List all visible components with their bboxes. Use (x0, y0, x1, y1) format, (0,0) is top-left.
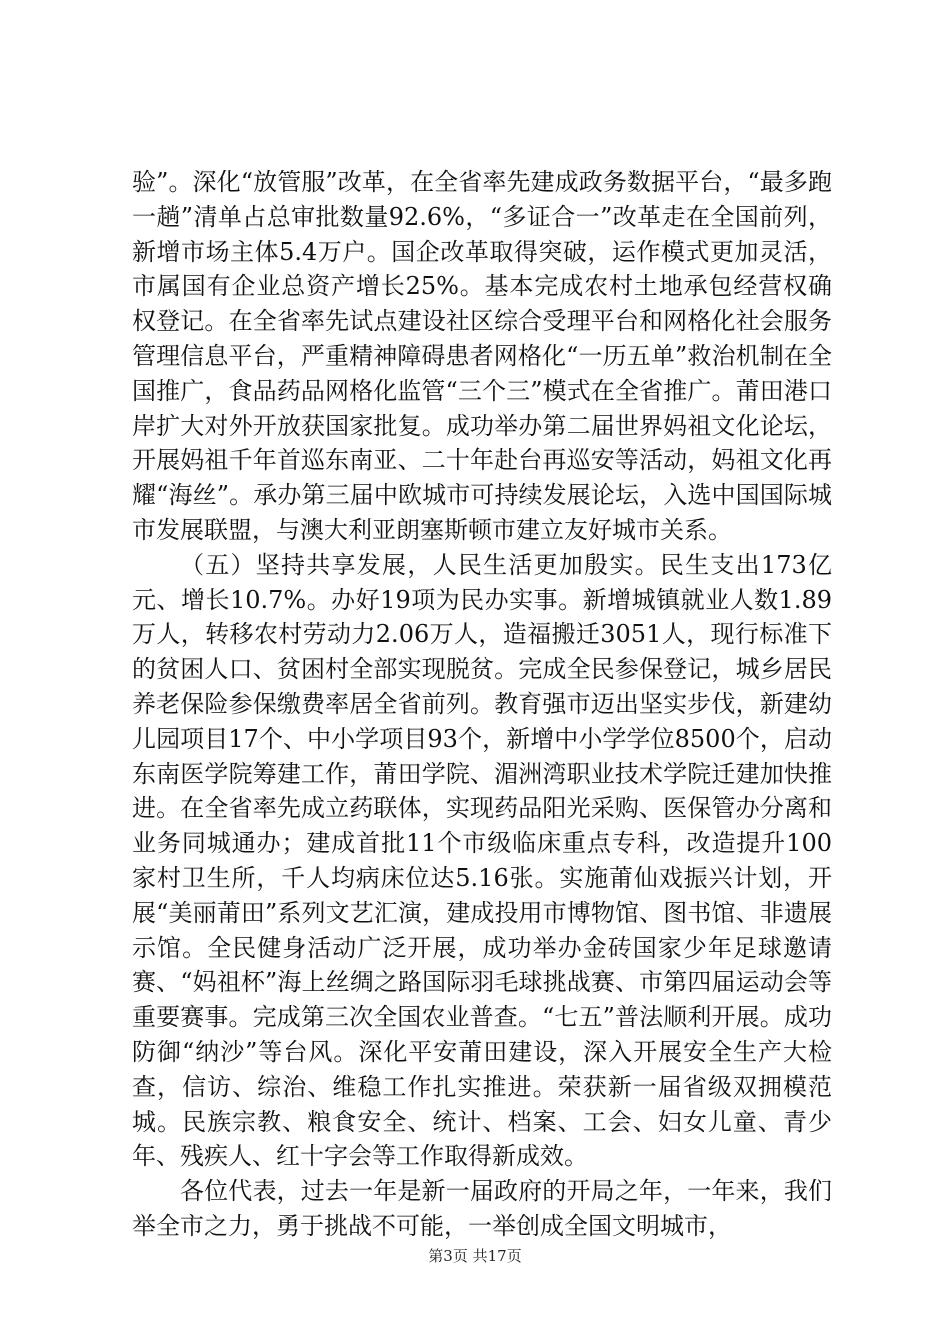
paragraph-reform: 验”。深化“放管服”改革，在全省率先建成政务数据平台，“最多跑一趟”清单占总审批数量92.6%，“多证合一”改革走在全国前列，新增市场主体5.4万户。国企改革取得突破，运作模式更加灵活，市属国有企业总资产增长25%。基本完成农村土地承包经营权确权登记。在全省率先试点建设社区综合受理平台和网格化社会服务管理信息平台，严重精神障碍患者网格化“一历五单”救治机制在全国推广，食品药品网格化监管“三个三”模式在全省推广。莆田港口岸扩大对外开放获国家批复。成功举办第二届世界妈祖文化论坛，开展妈祖千年首巡东南亚、二十年赴台再巡安等活动，妈祖文化再耀“海丝”。承办第三届中欧城市可持续发展论坛，入选中国国际城市发展联盟，与澳大利亚朗塞斯顿市建立友好城市关系。 (132, 168, 832, 544)
paragraph-shared-development: （五）坚持共享发展，人民生活更加殷实。民生支出173亿元、增长10.7%。办好19项为民办实事。新增城镇就业人数1.89万人，转移农村劳动力2.06万人，造福搬迁3051人，现行标准下的贫困人口、贫困村全部实现脱贫。完成全民参保登记，城乡居民养老保险参保缴费率居全省前列。教育强市迈出坚实步伐，新建幼儿园项目17个、中小学项目93个，新增中小学学位8500个，启动东南医学院筹建工作，莆田学院、湄洲湾职业技术学院迁建加快推进。在全省率先成立药联体，实现药品阳光采购、医保管办分离和业务同城通办；建成首批11个市级临床重点专科，改造提升100家村卫生所，千人均病床位达5.16张。实施莆仙戏振兴计划，开展“美丽莆田”系列文艺汇演，建成投用市博物馆、图书馆、非遗展示馆。全民健身活动广泛开展，成功举办金砖国家少年足球邀请赛、“妈祖杯”海上丝绸之路国际羽毛球挑战赛、市第四届运动会等重要赛事。完成第三次全国农业普查。“七五”普法顺利开展。成功防御“纳沙”等台风。深化平安莆田建设，深入开展安全生产大检查，信访、综治、维稳工作扎实推进。荣获新一届省级双拥模范城。民族宗教、粮食安全、统计、档案、工会、妇女儿童、青少年、残疾人、红十字会等工作取得新成效。 (132, 550, 832, 1171)
paragraph-representatives: 各位代表，过去一年是新一届政府的开局之年，一年来，我们举全市之力，勇于挑战不可能，一举创成全国文明城市， (132, 1177, 832, 1240)
page-number-footer: 第3页 共17页 (428, 1247, 522, 1265)
document-body (132, 165, 832, 1244)
